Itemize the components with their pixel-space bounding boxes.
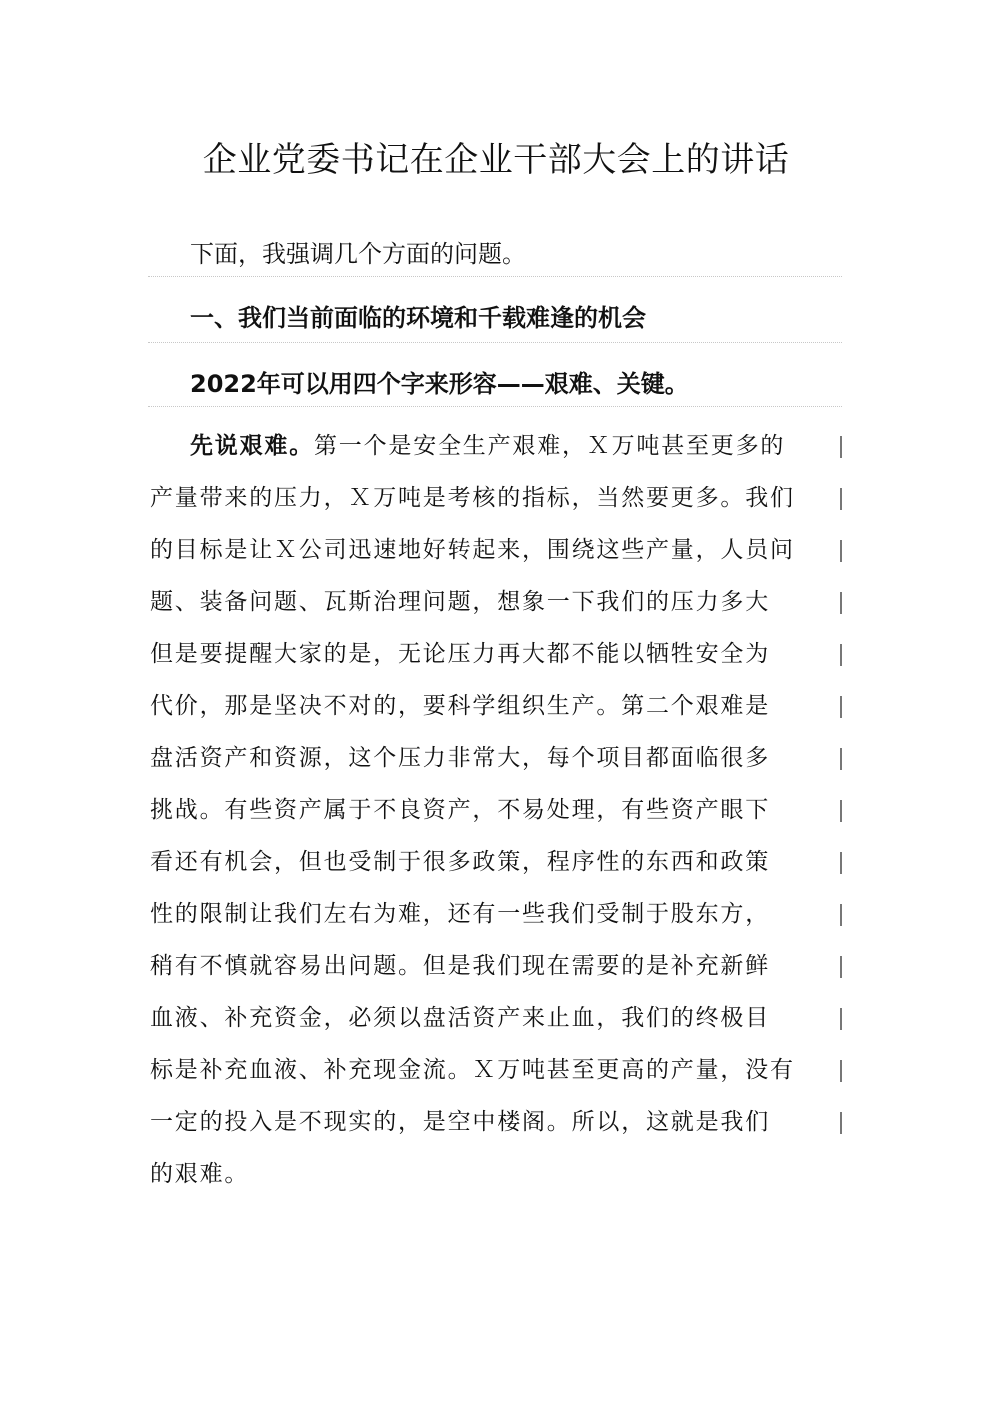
- paragraph-line: 看还有机会，但也受制于很多政策，程序性的东西和政策: [150, 849, 770, 875]
- paragraph-line: 盘活资产和资源，这个压力非常大，每个项目都面临很多: [150, 745, 770, 771]
- margin-mark: [840, 644, 842, 666]
- paragraph-line: 稍有不慎就容易出问题。但是我们现在需要的是补充新鲜: [150, 953, 770, 979]
- margin-mark: [840, 592, 842, 614]
- document-title: 企业党委书记在企业干部大会上的讲话: [202, 140, 790, 180]
- divider: [148, 406, 842, 407]
- paragraph-line: [150, 420, 842, 472]
- paragraph-lead: 先说艰难。: [190, 433, 314, 459]
- margin-mark: [840, 904, 842, 926]
- margin-mark: [840, 852, 842, 874]
- paragraph-line: 但是要提醒大家的是，无论压力再大都不能以牺牲安全为: [150, 641, 770, 667]
- margin-mark: [840, 748, 842, 770]
- paragraph-line: 代价，那是坚决不对的，要科学组织生产。第二个艰难是: [150, 693, 770, 719]
- margin-mark: [840, 436, 842, 458]
- intro-text: 下面，我强调几个方面的问题。: [190, 240, 526, 268]
- paragraph-line: 产量带来的压力，Ｘ万吨是考核的指标，当然要更多。我们: [150, 485, 795, 511]
- paragraph-line: 性的限制让我们左右为难，还有一些我们受制于股东方，: [150, 901, 770, 927]
- section-heading-1: 一、我们当前面临的环境和千载难逢的机会: [190, 304, 646, 332]
- margin-mark: [840, 1060, 842, 1082]
- paragraph-line: 的艰难。: [150, 1161, 250, 1187]
- paragraph-line: 标是补充血液、补充现金流。Ｘ万吨甚至更高的产量，没有: [150, 1057, 795, 1083]
- paragraph-line: 的目标是让Ｘ公司迅速地好转起来，围绕这些产量，人员问: [150, 537, 795, 563]
- margin-mark: [840, 800, 842, 822]
- margin-mark: [840, 540, 842, 562]
- margin-mark: [840, 1008, 842, 1030]
- margin-mark: [840, 488, 842, 510]
- paragraph-line: 挑战。有些资产属于不良资产，不易处理，有些资产眼下: [150, 797, 770, 823]
- paragraph-line-text: 第一个是安全生产艰难，Ｘ万吨甚至更多的: [314, 433, 786, 459]
- margin-mark: [840, 696, 842, 718]
- paragraph-line: 一定的投入是不现实的，是空中楼阁。所以，这就是我们: [150, 1109, 770, 1135]
- section-heading-2: 2022年可以用四个字来形容——艰难、关键。: [190, 370, 689, 398]
- paragraph-line: 题、装备问题、瓦斯治理问题，想象一下我们的压力多大: [150, 589, 770, 615]
- divider: [148, 342, 842, 343]
- margin-mark: [840, 1112, 842, 1134]
- divider: [148, 276, 842, 277]
- margin-mark: [840, 956, 842, 978]
- paragraph-line: 血液、补充资金，必须以盘活资产来止血，我们的终极目: [150, 1005, 770, 1031]
- body-paragraph: [150, 420, 842, 1200]
